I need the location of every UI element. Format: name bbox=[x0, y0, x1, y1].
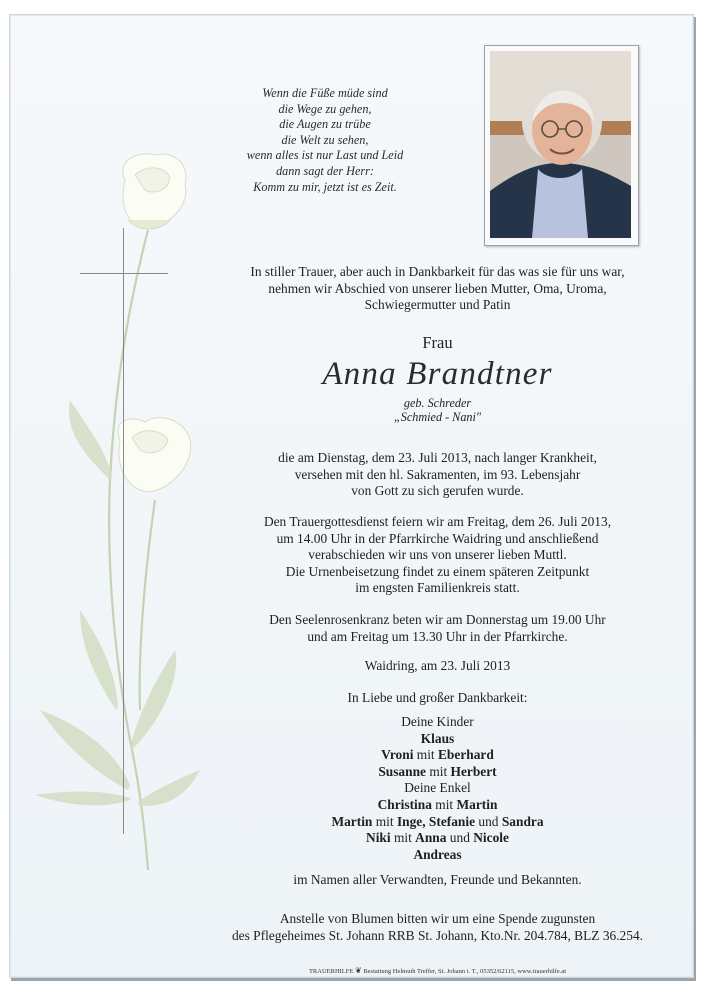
name-martin-2: Martin bbox=[331, 813, 373, 829]
name-eberhard: Eberhard bbox=[438, 747, 494, 763]
funeral-line: Die Urnenbeisetzung findet zu einem späteren Zeitpunkt bbox=[285, 563, 590, 579]
funeral-home-footer bbox=[210, 966, 665, 975]
poem-line: Komm zu mir, jetzt ist es Zeit. bbox=[253, 179, 397, 194]
conj: mit bbox=[375, 813, 394, 829]
nickname: „Schmied - Nani" bbox=[393, 410, 482, 424]
conj: mit bbox=[393, 830, 412, 846]
place-date: Waidring, am 23. Juli 2013 bbox=[364, 658, 511, 673]
birth-details bbox=[210, 396, 665, 424]
portrait-image bbox=[490, 51, 631, 238]
funeral-line: verabschieden wir uns von unserer lieben Muttl. bbox=[308, 547, 567, 563]
portrait-photo bbox=[484, 45, 639, 246]
cross-horizontal bbox=[80, 273, 168, 274]
poem-line: dann sagt der Herr: bbox=[276, 163, 374, 178]
poem-line: Wenn die Füße müde sind bbox=[262, 86, 388, 100]
grandchildren-label: Deine Enkel bbox=[404, 780, 471, 796]
salutation: Frau bbox=[422, 333, 453, 352]
name-herbert: Herbert bbox=[450, 763, 497, 779]
poem-line: wenn alles ist nur Last und Leid bbox=[246, 148, 404, 163]
name-martin: Martin bbox=[456, 796, 498, 812]
donation-request bbox=[210, 911, 665, 944]
name-vroni: Vroni bbox=[381, 747, 414, 763]
relatives-line: im Namen aller Verwandten, Freunde und Bekannten. bbox=[293, 872, 582, 887]
conj: und bbox=[478, 813, 499, 829]
name-susanne: Susanne bbox=[378, 763, 426, 779]
conj: mit bbox=[435, 796, 454, 812]
poem-line: die Welt zu sehen, bbox=[281, 132, 369, 147]
death-line: versehen mit den hl. Sakramenten, im 93. Lebensjahr bbox=[294, 466, 581, 482]
name-andreas: Andreas bbox=[413, 846, 462, 862]
rose-middle bbox=[118, 418, 191, 492]
death-notice bbox=[210, 450, 665, 500]
rose-top bbox=[123, 154, 186, 229]
death-line: von Gott zu sich gerufen wurde. bbox=[351, 483, 524, 499]
rosary-info bbox=[210, 612, 665, 645]
conj: mit bbox=[416, 747, 435, 763]
flower-icon: ❦ bbox=[355, 966, 362, 975]
footer-text: Bestattung Helmuth Treffer, St. Johann i. T., 05352/62115, www.trauerhilfe.at bbox=[363, 968, 567, 975]
gratitude-line: In Liebe und großer Dankbarkeit: bbox=[347, 690, 528, 705]
name-anna: Anna bbox=[415, 830, 447, 846]
donation-line: des Pflegeheimes St. Johann RRB St. Johann, Kto.Nr. 204.784, BLZ 36.254. bbox=[231, 927, 643, 943]
rosary-line: und am Freitag um 13.30 Uhr in der Pfarrkirche. bbox=[307, 628, 568, 644]
cross-vertical bbox=[123, 228, 124, 834]
poem-line: die Augen zu trübe bbox=[279, 117, 371, 132]
intro-line: Schwiegermutter und Patin bbox=[364, 297, 511, 313]
rosary-line: Den Seelenrosenkranz beten wir am Donnerstag um 19.00 Uhr bbox=[269, 612, 606, 627]
name-christina: Christina bbox=[377, 796, 432, 812]
name-niki: Niki bbox=[366, 830, 391, 846]
intro-text bbox=[210, 264, 665, 314]
name-nicole: Nicole bbox=[473, 830, 509, 846]
footer-brand: TRAUERHILFE bbox=[308, 968, 354, 975]
birth-name: geb. Schreder bbox=[403, 396, 472, 410]
children-label: Deine Kinder bbox=[401, 714, 474, 729]
funeral-line: um 14.00 Uhr in der Pfarrkirche Waidring und anschließend bbox=[276, 530, 599, 546]
name-sandra: Sandra bbox=[501, 813, 544, 829]
white-roses-illustration bbox=[20, 150, 220, 880]
funeral-line: im engsten Familienkreis statt. bbox=[355, 580, 520, 596]
intro-line: nehmen wir Abschied von unserer lieben Mutter, Oma, Uroma, bbox=[268, 280, 607, 296]
funeral-line: Den Trauergottesdienst feiern wir am Freitag, dem 26. Juli 2013, bbox=[263, 514, 612, 529]
name-klaus: Klaus bbox=[420, 730, 455, 746]
intro-line: In stiller Trauer, aber auch in Dankbarkeit für das was sie für uns war, bbox=[250, 264, 625, 279]
deceased-name: Anna Brandtner bbox=[322, 356, 553, 392]
conj: mit bbox=[429, 763, 448, 779]
poem-line: die Wege zu gehen, bbox=[278, 101, 372, 116]
donation-line: Anstelle von Blumen bitten wir um eine Spende zugunsten bbox=[279, 911, 596, 926]
death-line: die am Dienstag, dem 23. Juli 2013, nach langer Krankheit, bbox=[278, 450, 597, 465]
conj: und bbox=[449, 830, 470, 846]
name-inge-stefanie: Inge, Stefanie bbox=[396, 813, 476, 829]
poem bbox=[200, 86, 450, 195]
funeral-info bbox=[210, 514, 665, 597]
family-signatures bbox=[210, 714, 665, 863]
